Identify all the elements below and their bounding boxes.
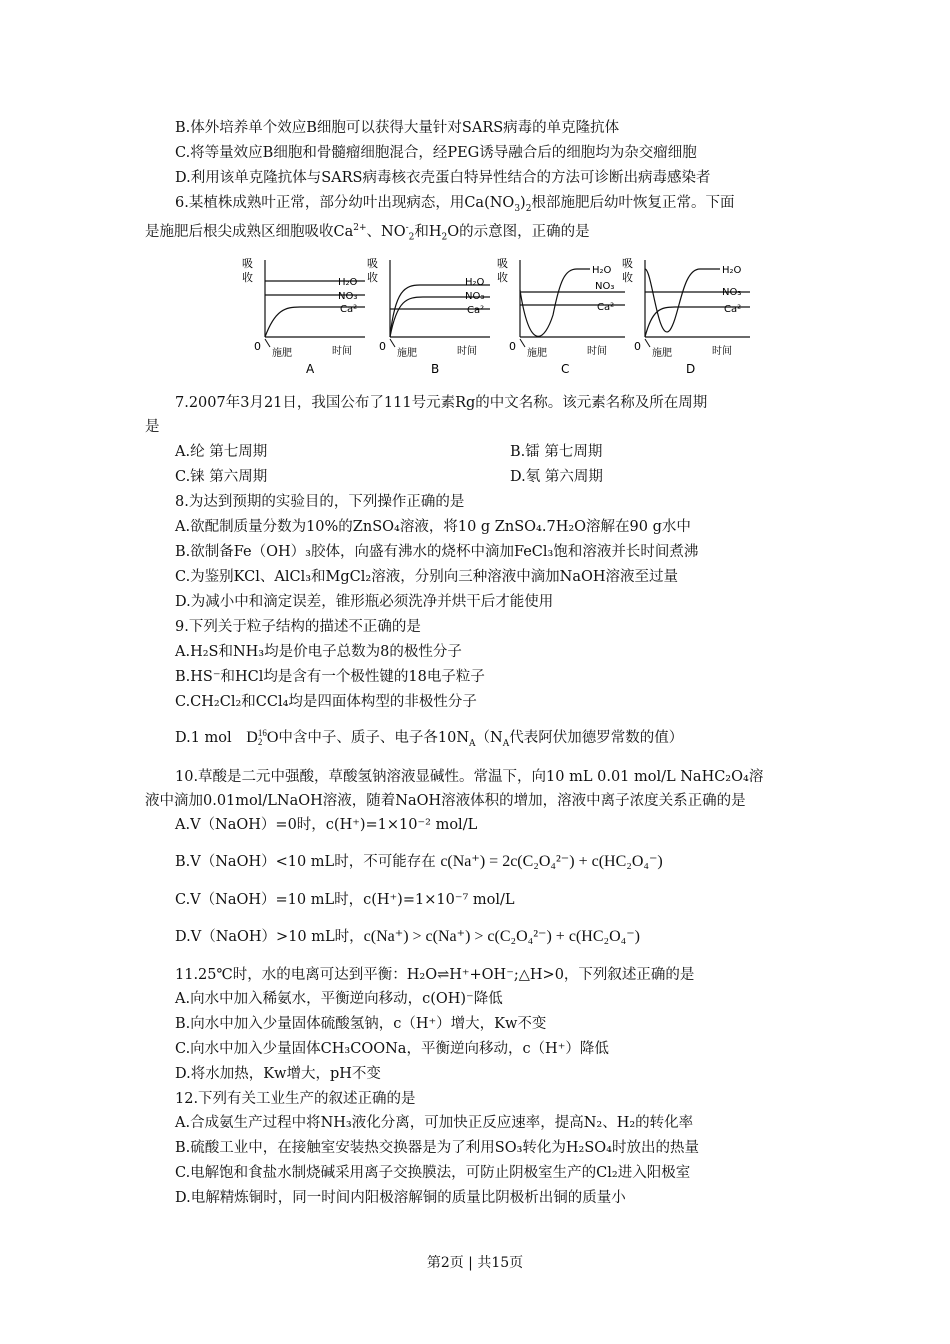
q7-option-d: D.氡 第六周期 bbox=[510, 469, 603, 485]
svg-text:0: 0 bbox=[379, 340, 386, 353]
svg-text:收: 收 bbox=[497, 271, 508, 284]
q5-option-c: C.将等量效应B细胞和骨髓瘤细胞混合，经PEG诱导融合后的细胞均为杂交瘤细胞 bbox=[175, 145, 697, 161]
origin-label: 0 bbox=[254, 340, 261, 353]
q9-option-c: C.CH₂Cl₂和CCl₄均是四面体构型的非极性分子 bbox=[175, 694, 477, 710]
q9-stem: 9.下列关于粒子结构的描述不正确的是 bbox=[175, 619, 421, 635]
q10-option-d: D.V（NaOH）>10 mL时，c(Na⁺) > c(Na⁺) > c(C₂O₄²⁻) + c(HC₂O₄⁻) bbox=[175, 928, 640, 945]
svg-text:时间: 时间 bbox=[712, 346, 732, 357]
q8-option-d: D.为减小中和滴定误差，锥形瓶必须洗净并烘干后才能使用 bbox=[175, 594, 554, 610]
q7-option-b: B.镭 第七周期 bbox=[510, 444, 603, 460]
svg-text:收: 收 bbox=[622, 271, 633, 284]
svg-text:时间: 时间 bbox=[457, 346, 477, 357]
q8-option-c: C.为鉴别KCl、AlCl₃和MgCl₂溶液，分别向三种溶液中滴加NaOH溶液至过量 bbox=[175, 569, 679, 585]
svg-text:H₂O: H₂O bbox=[592, 265, 612, 276]
svg-text:收: 收 bbox=[367, 271, 378, 284]
q9-option-b: B.HS⁻和HCl均是含有一个极性键的18电子粒子 bbox=[175, 669, 485, 685]
q11-option-d: D.将水加热，Kw增大，pH不变 bbox=[175, 1066, 381, 1082]
svg-text:NO₃: NO₃ bbox=[465, 291, 485, 302]
svg-text:施肥: 施肥 bbox=[397, 348, 417, 359]
svg-text:H₂O: H₂O bbox=[465, 277, 485, 288]
q6-panel-a bbox=[242, 257, 365, 376]
q11-option-c: C.向水中加入少量固体CH₃COONa，平衡逆向移动，c（H⁺）降低 bbox=[175, 1041, 609, 1057]
svg-text:吸: 吸 bbox=[622, 257, 633, 270]
q12-option-c: C.电解饱和食盐水制烧碱采用离子交换膜法，可防止阴极室生产的Cl₂进入阳极室 bbox=[175, 1165, 691, 1181]
q6-panel-c bbox=[497, 257, 625, 376]
q7-stem-line2: 是 bbox=[145, 419, 160, 435]
arrow-icon bbox=[265, 339, 270, 347]
q9-option-d: D.1 mol D 16 2 O中含中子、质子、电子各$10N_A(N_A$代表阿伏加德罗常数的值） bbox=[175, 728, 684, 749]
q6-panel-d bbox=[622, 257, 750, 376]
q8-option-b: B.欲制备Fe（OH）₃胶体，向盛有沸水的烧杯中滴加FeCl₃饱和溶液并长时间煮沸 bbox=[175, 544, 699, 560]
q10-stem-line1: 10.草酸是二元中强酸，草酸氢钠溶液显碱性。常温下，向10 mL 0.01 mol/L NaHC₂O₄溶 bbox=[175, 769, 764, 785]
q12-option-d: D.电解精炼铜时，同一时间内阳极溶解铜的质量比阴极析出铜的质量小 bbox=[175, 1190, 626, 1206]
svg-text:H₂O: H₂O bbox=[722, 265, 742, 276]
ca-label: Ca² bbox=[340, 304, 358, 315]
svg-text:施肥: 施肥 bbox=[652, 348, 672, 359]
q6-panel-b bbox=[367, 257, 490, 376]
page-footer: 第2页 | 共15页 bbox=[426, 1255, 524, 1271]
h2o-label: H₂O bbox=[338, 277, 358, 288]
svg-text:NO₃: NO₃ bbox=[722, 287, 742, 298]
q8-stem: 8.为达到预期的实验目的，下列操作正确的是 bbox=[175, 494, 465, 510]
q7-stem-line1: 7.2007年3月21日，我国公布了111号元素Rg的中文名称。该元素名称及所在周期 bbox=[175, 395, 708, 411]
svg-text:吸: 吸 bbox=[497, 257, 508, 270]
q10-option-b: B.V（NaOH）<10 mL时，不可能存在 c(Na⁺) = 2c(C₂O₄²⁻) + c(HC₂O₄⁻) bbox=[175, 853, 663, 870]
q6-figure bbox=[230, 255, 760, 380]
no3-label: NO₃ bbox=[338, 291, 358, 302]
y-label-1: 吸 bbox=[242, 257, 253, 270]
x-label: 时间 bbox=[332, 346, 352, 357]
svg-text:Ca²: Ca² bbox=[724, 304, 742, 315]
q11-option-a: A.向水中加入稀氨水，平衡逆向移动，c(OH)⁻降低 bbox=[175, 991, 503, 1007]
svg-text:NO₃: NO₃ bbox=[595, 281, 615, 292]
panel-label-a: A bbox=[306, 362, 315, 376]
q10-stem-line2: 液中滴加0.01mol/LNaOH溶液，随着NaOH溶液体积的增加，溶液中离子浓度关系正确的是 bbox=[145, 793, 746, 809]
svg-text:0: 0 bbox=[509, 340, 516, 353]
y-label-2: 收 bbox=[242, 271, 253, 284]
q11-option-b: B.向水中加入少量固体硫酸氢钠，c（H⁺）增大，Kw不变 bbox=[175, 1016, 547, 1032]
panel-label-c: C bbox=[561, 362, 570, 376]
q6-stem-line2: 是施肥后根尖成熟区细胞吸收$Ca^{2+}$、$NO^-_2$和$H_2O$的示意图，正确的是 bbox=[145, 223, 590, 243]
svg-text:吸: 吸 bbox=[367, 257, 378, 270]
svg-text:0: 0 bbox=[634, 340, 641, 353]
fertilize-label: 施肥 bbox=[272, 348, 292, 359]
h2o-curve bbox=[520, 269, 590, 336]
svg-text:Ca²: Ca² bbox=[467, 305, 485, 316]
q7-option-c: C.铼 第六周期 bbox=[175, 469, 268, 485]
q8-option-a: A.欲配制质量分数为10%的ZnSO₄溶液，将10 g ZnSO₄.7H₂O溶解在90 g水中 bbox=[175, 519, 691, 535]
no3-curve bbox=[390, 297, 490, 337]
q6-stem-line1: 6.某植株成熟叶正常，部分幼叶出现病态，用$Ca(NO_3)_2$根部施肥后幼叶恢复正常。下面 bbox=[175, 195, 735, 214]
svg-text:Ca²: Ca² bbox=[597, 302, 615, 313]
q9-option-a: A.H₂S和NH₃均是价电子总数为8的极性分子 bbox=[175, 644, 462, 660]
h2o-curve bbox=[645, 269, 720, 332]
panel-label-b: B bbox=[431, 362, 440, 376]
q5-option-b: B.体外培养单个效应B细胞可以获得大量针对SARS病毒的单克隆抗体 bbox=[175, 120, 620, 136]
q11-stem: 11.25℃时，水的电离可达到平衡：H₂O⇌H⁺+OH⁻;△H>0，下列叙述正确的是 bbox=[175, 967, 695, 983]
q12-stem: 12.下列有关工业生产的叙述正确的是 bbox=[175, 1091, 416, 1107]
q7-option-a: A.纶 第七周期 bbox=[175, 444, 268, 460]
q12-option-b: B.硫酸工业中，在接触室安装热交换器是为了利用SO₃转化为H₂SO₄时放出的热量 bbox=[175, 1140, 699, 1156]
svg-text:施肥: 施肥 bbox=[527, 348, 547, 359]
panel-label-d: D bbox=[686, 362, 696, 376]
q10-option-c: C.V（NaOH）=10 mL时，c(H⁺)=1×10⁻⁷ mol/L bbox=[175, 892, 515, 908]
q10-option-a: A.V（NaOH）=0时，c(H⁺)=1×10⁻² mol/L bbox=[175, 817, 478, 833]
q5-option-d: D.利用该单克隆抗体与SARS病毒核衣壳蛋白特异性结合的方法可诊断出病毒感染者 bbox=[175, 170, 711, 186]
svg-text:时间: 时间 bbox=[587, 346, 607, 357]
q12-option-a: A.合成氨生产过程中将NH₃液化分离，可加快正反应速率，提高N₂、H₂的转化率 bbox=[175, 1115, 694, 1131]
